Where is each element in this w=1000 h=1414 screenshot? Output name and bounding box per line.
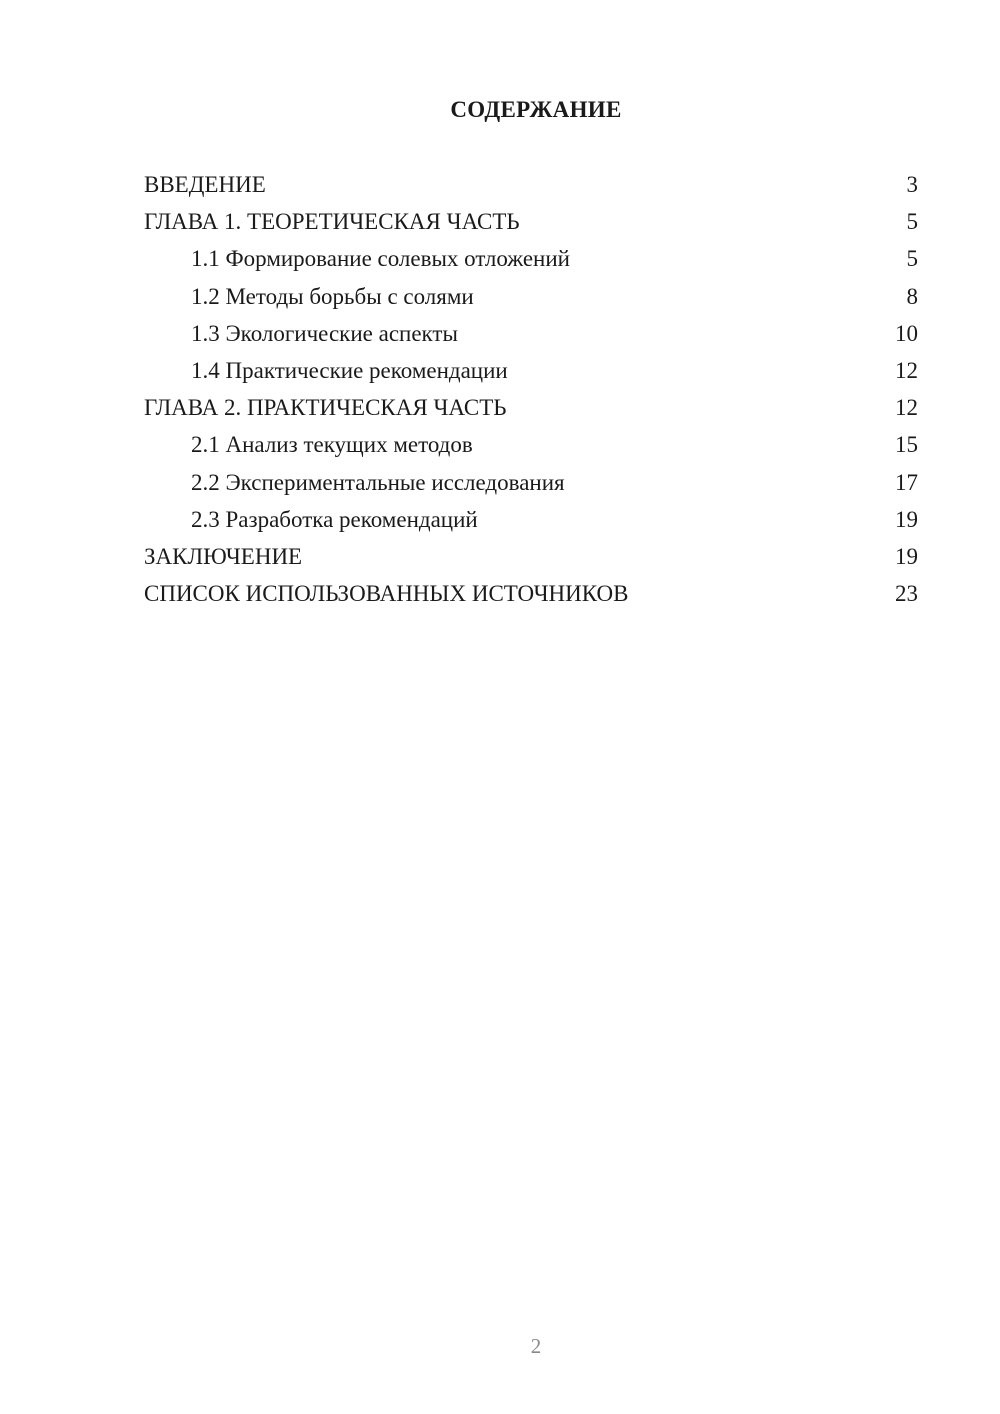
toc-entry-section-2-3 — [144, 501, 918, 538]
toc-entry-label: 1.3 Экологические аспекты — [191, 320, 458, 346]
toc-entry-label: 2.3 Разработка рекомендаций — [191, 506, 478, 532]
toc-entry-page: 23 — [895, 581, 918, 607]
page-number: 2 — [530, 1334, 542, 1358]
toc-entry-section-2-2 — [144, 464, 918, 501]
toc-entry-label: ЗАКЛЮЧЕНИЕ — [144, 543, 303, 569]
page-title: СОДЕРЖАНИЕ — [450, 97, 622, 122]
toc-entry-section-2-1 — [144, 426, 918, 463]
toc-entry-section-1-2 — [144, 278, 918, 315]
toc-entry-chapter-2 — [144, 389, 918, 426]
toc-entry-page: 5 — [906, 209, 918, 235]
table-of-contents — [144, 166, 918, 612]
toc-entry-label: СПИСОК ИСПОЛЬЗОВАННЫХ ИСТОЧНИКОВ — [144, 581, 629, 607]
toc-entry-section-1-3 — [144, 315, 918, 352]
toc-entry-page: 3 — [906, 172, 918, 197]
toc-entry-page: 10 — [895, 320, 918, 346]
toc-entry-label: 2.2 Экспериментальные исследования — [191, 469, 565, 495]
toc-entry-references — [144, 575, 918, 612]
toc-entry-conclusion — [144, 538, 918, 575]
toc-entry-page: 17 — [895, 469, 918, 495]
toc-entry-label: 1.2 Методы борьбы с солями — [191, 283, 474, 309]
toc-entry-label: ВВЕДЕНИЕ — [144, 172, 266, 197]
toc-entry-introduction — [144, 166, 918, 203]
toc-entry-label: 1.4 Практические рекомендации — [191, 357, 508, 383]
toc-entry-label: 1.1 Формирование солевых отложений — [191, 246, 570, 272]
toc-entry-page: 15 — [895, 432, 918, 458]
toc-entry-page: 12 — [895, 357, 918, 383]
toc-entry-section-1-4 — [144, 352, 918, 389]
toc-entry-page: 12 — [895, 395, 918, 421]
toc-entry-page: 5 — [906, 246, 918, 272]
toc-entry-page: 19 — [895, 543, 918, 569]
toc-entry-label: ГЛАВА 2. ПРАКТИЧЕСКАЯ ЧАСТЬ — [144, 395, 507, 421]
toc-entry-label: ГЛАВА 1. ТЕОРЕТИЧЕСКАЯ ЧАСТЬ — [144, 209, 520, 235]
toc-entry-section-1-1 — [144, 240, 918, 277]
toc-entry-page: 19 — [895, 506, 918, 532]
toc-entry-label: 2.1 Анализ текущих методов — [191, 432, 473, 458]
toc-entry-page: 8 — [906, 283, 918, 309]
toc-entry-chapter-1 — [144, 203, 918, 240]
